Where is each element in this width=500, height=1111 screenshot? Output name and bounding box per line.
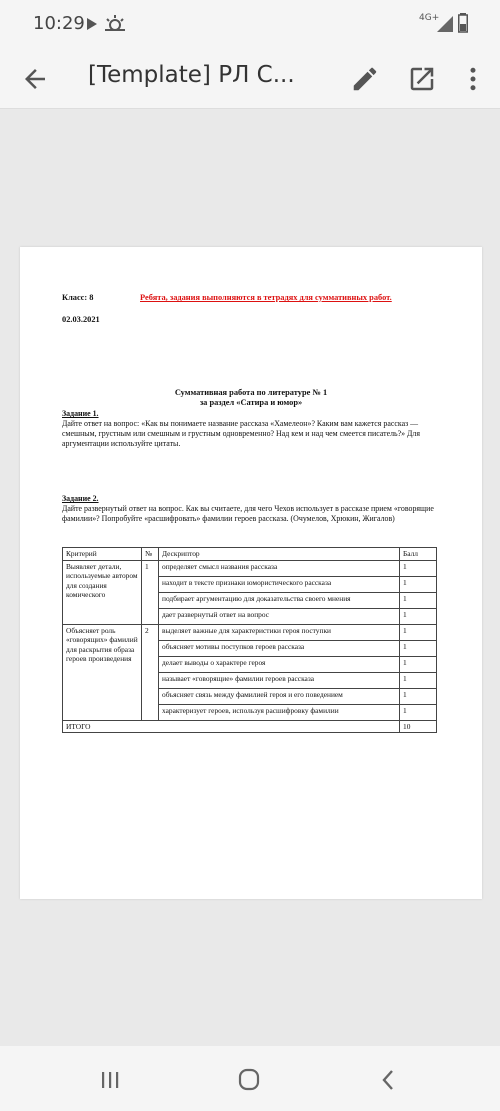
score-cell: 1 [400,560,437,576]
edit-pencil-icon[interactable] [350,64,380,94]
back-nav-icon[interactable] [377,1068,401,1092]
task-2-label: Задание 2. [62,494,99,503]
score-cell: 1 [400,592,437,608]
work-title-line-2: за раздел «Сатира и юмор» [199,398,303,407]
criterion-cell: Выявляет детали, используемые автором для создания комического [63,560,142,624]
criterion-number: 2 [142,624,159,720]
work-title-line-1: Суммативная работа по литературе № 1 [174,388,328,397]
document-title: [Template] РЛ С... [88,62,295,88]
header-score: Балл [400,548,437,561]
network-type: 4G+ [419,13,440,23]
task-2-text: Дайте развернутый ответ на вопрос. Как вы считаете, для чего Чехов использует в рассказе прием «говорящие фамилии»? Попробуйте «расшифровать» фамилии героев рассказа. (Очумелов, Хрюкин, Жигалов) [62,504,434,523]
weather-icon [104,14,126,32]
home-icon[interactable] [236,1068,262,1092]
criterion-cell: Объясняет роль «говорящих» фамилий для раскрытия образа героев произведения [63,624,142,720]
instruction-note: Ребята, задания выполняются в тетрадях для суммативных работ. [140,293,392,302]
descriptor-cell: находит в тексте признаки юмористического рассказа [159,576,400,592]
header-number: № [142,548,159,561]
rubric-header-row [63,548,437,561]
descriptor-cell: характеризует героев, используя расшифровку фамилии [159,704,400,720]
work-title [20,388,482,408]
status-bar [0,0,500,50]
score-cell: 1 [400,656,437,672]
app-bar [0,50,500,109]
descriptor-cell: делает выводы о характере героя [159,656,400,672]
doc-date: 02.03.2021 [62,315,100,324]
class-label: Класс: 8 [62,293,94,302]
score-cell: 1 [400,640,437,656]
open-in-new-icon[interactable] [407,64,437,94]
table-row [63,624,437,640]
task-2 [62,494,442,524]
total-score: 10 [400,720,437,733]
play-icon [86,18,98,30]
rubric-table [62,547,437,733]
table-row [63,560,437,576]
criterion-number: 1 [142,560,159,624]
descriptor-cell: подбирает аргументацию для доказательства своего мнения [159,592,400,608]
recent-apps-icon[interactable] [99,1069,121,1091]
total-row [63,720,437,733]
score-cell: 1 [400,672,437,688]
header-descriptor: Дескриптор [159,548,400,561]
score-cell: 1 [400,688,437,704]
score-cell: 1 [400,704,437,720]
task-1-label: Задание 1. [62,409,99,418]
score-cell: 1 [400,608,437,624]
score-cell: 1 [400,624,437,640]
more-vert-icon[interactable] [458,64,488,94]
header-criterion: Критерий [63,548,142,561]
system-nav-bar [0,1046,500,1111]
document-page [20,247,482,899]
battery-icon [458,13,468,33]
signal-icon [437,16,453,32]
descriptor-cell: выделяет важные для характеристики героя поступки [159,624,400,640]
back-arrow-icon[interactable] [20,64,50,94]
task-1-text: Дайте ответ на вопрос: «Как вы понимаете название рассказа «Хамелеон»? Каким вам кажется рассказ — смешным, грустным или смешным и грустным одновременно? Над кем и над чем смеется писатель?» Для аргументации используйте цитаты. [62,419,420,448]
task-1 [62,409,442,449]
total-label: ИТОГО [63,720,400,733]
status-time: 10:29 [33,13,85,34]
descriptor-cell: определяет смысл названия рассказа [159,560,400,576]
descriptor-cell: объясняет мотивы поступков героев рассказа [159,640,400,656]
descriptor-cell: объясняет связь между фамилией героя и его поведением [159,688,400,704]
descriptor-cell: дает развернутый ответ на вопрос [159,608,400,624]
score-cell: 1 [400,576,437,592]
descriptor-cell: называет «говорящие» фамилии героев рассказа [159,672,400,688]
